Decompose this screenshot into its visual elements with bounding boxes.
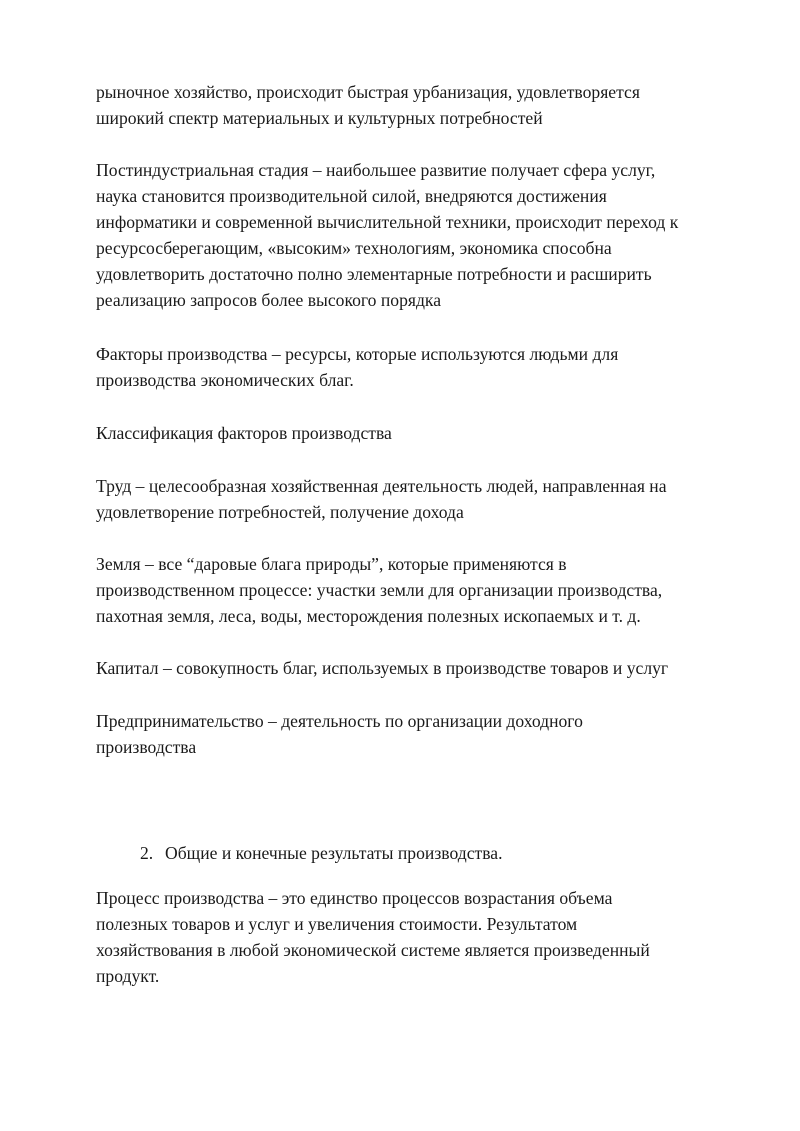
text-line: продукт. bbox=[96, 966, 160, 986]
paragraph-production-process bbox=[96, 885, 746, 989]
text-line: Классификация факторов производства bbox=[96, 423, 392, 443]
text-line: реализацию запросов более высокого порядка bbox=[96, 290, 442, 310]
text-line: производства bbox=[96, 737, 197, 757]
text-line: широкий спектр материальных и культурных потребностей bbox=[96, 108, 543, 128]
text-line: Факторы производства – ресурсы, которые используются людьми для bbox=[96, 344, 619, 364]
text-line: Постиндустриальная стадия – наибольшее развитие получает сфера услуг, bbox=[96, 160, 656, 180]
section-title: Общие и конечные результаты производства. bbox=[165, 843, 503, 863]
text-line: наука становится производительной силой, внедряются достижения bbox=[96, 186, 607, 206]
text-line: ресурсосберегающим, «высоким» технологиям, экономика способна bbox=[96, 238, 612, 258]
text-line: хозяйствования в любой экономической системе является произведенный bbox=[96, 940, 650, 960]
text-line: Процесс производства – это единство процессов возрастания объема bbox=[96, 888, 613, 908]
text-line: пахотная земля, леса, воды, месторождения полезных ископаемых и т. д. bbox=[96, 606, 641, 626]
text-line: производственном процессе: участки земли для организации производства, bbox=[96, 580, 663, 600]
paragraph-factors-definition bbox=[96, 341, 746, 393]
text-line: Капитал – совокупность благ, используемых в производстве товаров и услуг bbox=[96, 658, 669, 678]
paragraph-capital bbox=[96, 655, 746, 681]
section-heading bbox=[140, 840, 502, 866]
paragraph-entrepreneurship bbox=[96, 708, 746, 760]
text-line: информатики и современной вычислительной техники, происходит переход к bbox=[96, 212, 679, 232]
text-line: полезных товаров и услуг и увеличения стоимости. Результатом bbox=[96, 914, 578, 934]
text-line: Предпринимательство – деятельность по организации доходного bbox=[96, 711, 583, 731]
text-line: производства экономических благ. bbox=[96, 370, 354, 390]
text-line: Труд – целесообразная хозяйственная деятельность людей, направленная на bbox=[96, 476, 667, 496]
section-number: 2. bbox=[140, 843, 154, 863]
text-line: удовлетворить достаточно полно элементарные потребности и расширить bbox=[96, 264, 652, 284]
paragraph-land bbox=[96, 551, 746, 629]
paragraph-industrial-stage-end bbox=[96, 79, 746, 131]
text-line: удовлетворение потребностей, получение дохода bbox=[96, 502, 464, 522]
text-line: рыночное хозяйство, происходит быстрая урбанизация, удовлетворяется bbox=[96, 82, 640, 102]
text-line: Земля – все “даровые блага природы”, которые применяются в bbox=[96, 554, 567, 574]
paragraph-factors-classification bbox=[96, 420, 746, 446]
paragraph-postindustrial-stage bbox=[96, 157, 746, 313]
paragraph-labor bbox=[96, 473, 746, 525]
